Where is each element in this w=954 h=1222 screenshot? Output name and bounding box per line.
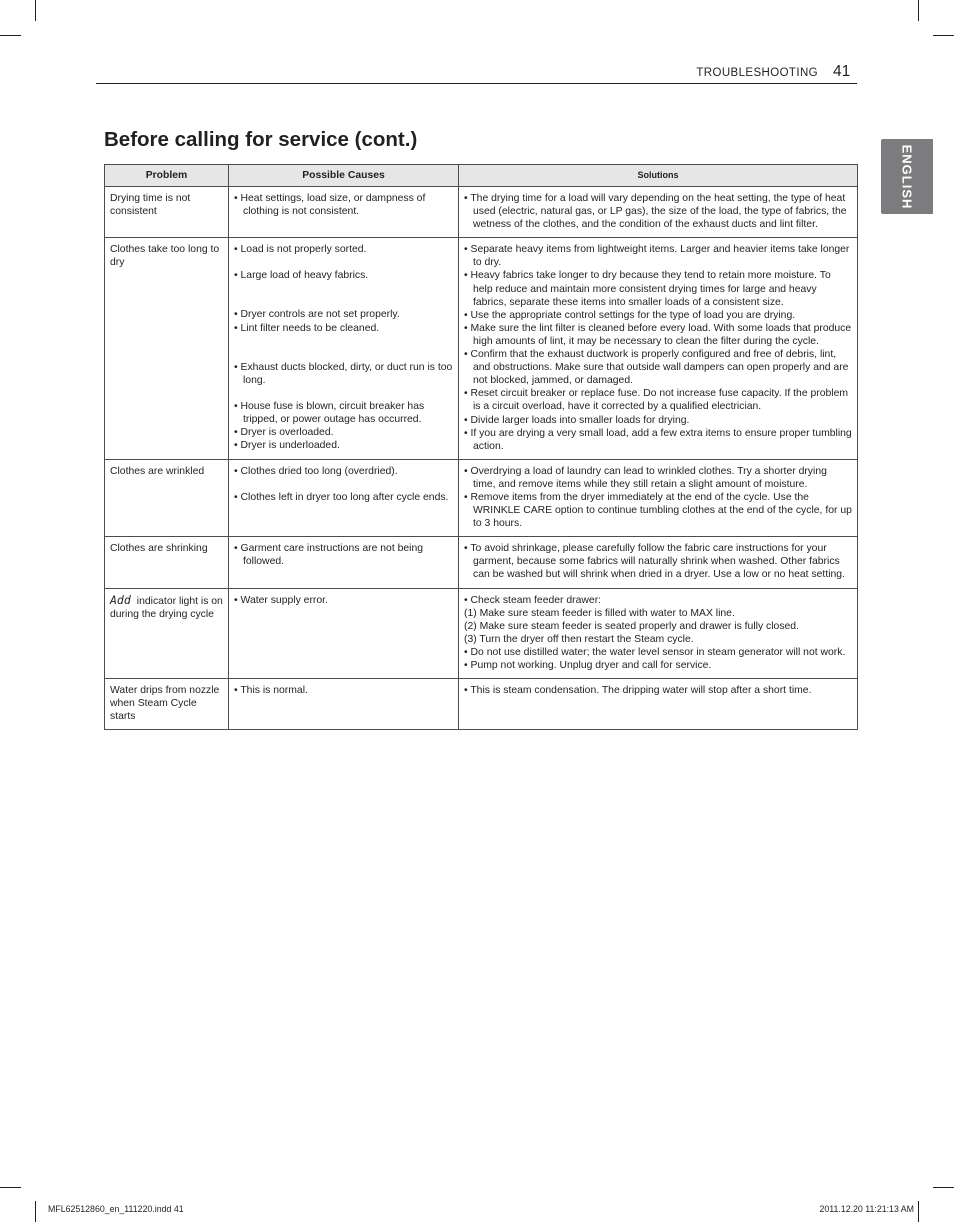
solution-item: • This is steam condensation. The dripping water will stop after a short time. <box>464 685 812 697</box>
table-row <box>105 588 858 679</box>
problem-cell <box>105 679 229 730</box>
problem-cell <box>105 588 229 679</box>
add-indicator-code: Add <box>110 592 131 607</box>
cause-item: • Clothes left in dryer too long after cycle ends. <box>234 491 449 503</box>
header-rule <box>96 83 857 84</box>
troubleshooting-table <box>104 164 858 730</box>
table-row <box>105 679 858 730</box>
problem-cell <box>105 238 229 460</box>
problem-text: Clothes are wrinkled <box>110 465 205 477</box>
cause-item: • Dryer is underloaded. <box>234 440 340 452</box>
solutions-cell <box>459 187 858 238</box>
causes-cell <box>229 588 459 679</box>
solution-item: • Reset circuit breaker or replace fuse. Do not increase fuse capacity. If the problem is a circuit overload, have it corrected by a qualified electrician. <box>464 388 849 413</box>
solutions-cell <box>459 238 858 460</box>
solution-item: • Remove items from the dryer immediately at the end of the cycle. Use the WRINKLE CARE option to continue tumbling clothes at the end of the cycle, for up to 3 hours. <box>464 491 852 530</box>
page-number: 41 <box>833 63 851 80</box>
problem-text <box>110 594 223 621</box>
causes-cell <box>229 238 459 460</box>
causes-cell <box>229 459 459 536</box>
problem-text-rest: indicator light is on during the drying cycle <box>110 595 223 620</box>
cause-item: • Lint filter needs to be cleaned. <box>234 322 380 334</box>
cause-item: • Garment care instructions are not being followed. <box>234 543 424 568</box>
crop-mark <box>918 0 919 21</box>
solution-item: • Do not use distilled water; the water level sensor in steam generator will not work. <box>464 646 846 658</box>
cause-item: • House fuse is blown, circuit breaker has tripped, or power outage has occurred. <box>234 400 425 425</box>
solution-item: • Divide larger loads into smaller loads for drying. <box>464 414 690 426</box>
solutions-cell <box>459 679 858 730</box>
language-tab-label: ENGLISH <box>899 144 915 209</box>
crop-mark <box>35 0 36 21</box>
crop-mark <box>35 1201 36 1222</box>
solution-item: • Check steam feeder drawer: <box>464 594 602 606</box>
solution-item: • Use the appropriate control settings for the type of load you are drying. <box>464 309 796 321</box>
problem-text: Clothes take too long to dry <box>110 244 220 269</box>
page-title: Before calling for service (cont.) <box>104 128 418 151</box>
cause-item: • Dryer controls are not set properly. <box>234 309 400 321</box>
cause-item: • Clothes dried too long (overdried). <box>234 465 398 477</box>
solution-item: • Overdrying a load of laundry can lead to wrinkled clothes. Try a shorter drying time, and remove items while they still retain a slight amount of moisture. <box>464 465 827 490</box>
solution-item: • Make sure the lint filter is cleaned before every load. With some loads that produce high amounts of lint, it may be necessary to clean the filter during the cycle. <box>464 322 852 347</box>
problem-cell <box>105 537 229 588</box>
header-possible-causes: Possible Causes <box>229 165 459 187</box>
solution-item: • Heavy fabrics take longer to dry because they tend to retain more moisture. To help reduce and maintain more consistent drying times for large and heavy fabrics, separate these items into smaller loads of a consistent size. <box>464 270 831 308</box>
solutions-cell <box>459 459 858 536</box>
cause-item: • Exhaust ducts blocked, dirty, or duct run is too long. <box>234 361 453 386</box>
problem-cell <box>105 459 229 536</box>
problem-text: Water drips from nozzle when Steam Cycle starts <box>110 685 220 723</box>
table-row <box>105 238 858 460</box>
crop-mark <box>933 35 954 36</box>
table-header-row <box>105 165 858 187</box>
causes-cell <box>229 187 459 238</box>
solution-step: (1) Make sure steam feeder is filled with water to MAX line. <box>464 607 735 619</box>
footer-timestamp: 2011.12.20 11:21:13 AM <box>819 1204 914 1214</box>
causes-cell <box>229 537 459 588</box>
crop-mark <box>933 1187 954 1188</box>
language-tab <box>881 139 933 214</box>
header-solutions: Solutions <box>459 165 858 187</box>
crop-mark <box>0 35 21 36</box>
cause-item: • This is normal. <box>234 685 308 697</box>
solution-item: • To avoid shrinkage, please carefully follow the fabric care instructions for your garment, because some fabrics will naturally shrink when washed. Other fabrics can be washed but will shrink when dried in a dryer. Use a low or no heat setting. <box>464 543 845 581</box>
causes-cell <box>229 679 459 730</box>
solution-item: • Separate heavy items from lightweight items. Larger and heavier items take longer to dry. <box>464 244 850 269</box>
solution-step: (2) Make sure steam feeder is seated properly and drawer is fully closed. <box>464 620 799 632</box>
problem-cell <box>105 187 229 238</box>
solution-item: • The drying time for a load will vary depending on the heat setting, the type of heat used (electric, natural gas, or LP gas), the size of the load, the type of fabrics, the wetness of the clothes, and the condition of the exhaust ducts and lint filter. <box>464 193 847 231</box>
crop-mark <box>0 1187 21 1188</box>
section-label: TROUBLESHOOTING <box>696 67 818 79</box>
solution-item: • If you are drying a very small load, add a few extra items to ensure proper tumbling action. <box>464 427 852 452</box>
solution-step: (3) Turn the dryer off then restart the Steam cycle. <box>464 633 694 645</box>
cause-item: • Water supply error. <box>234 594 328 606</box>
solutions-cell <box>459 537 858 588</box>
cause-item: • Dryer is overloaded. <box>234 427 334 439</box>
crop-mark <box>918 1201 919 1222</box>
solutions-cell <box>459 588 858 679</box>
problem-text: Drying time is not consistent <box>110 193 191 218</box>
solution-item: • Confirm that the exhaust ductwork is properly configured and free of debris, lint, and obstructions. Make sure that outside wall dampers can open properly and are not blocked, jammed, or damaged. <box>464 349 849 387</box>
cause-item: • Heat settings, load size, or dampness of clothing is not consistent. <box>234 193 426 218</box>
solution-item: • Pump not working. Unplug dryer and call for service. <box>464 660 712 671</box>
table-row <box>105 459 858 536</box>
footer-file-info: MFL62512860_en_111220.indd 41 <box>48 1204 184 1214</box>
problem-text: Clothes are shrinking <box>110 543 208 555</box>
cause-item: • Large load of heavy fabrics. <box>234 270 369 282</box>
header-problem: Problem <box>105 165 229 187</box>
cause-item: • Load is not properly sorted. <box>234 244 367 256</box>
table-row <box>105 187 858 238</box>
table-row <box>105 537 858 588</box>
